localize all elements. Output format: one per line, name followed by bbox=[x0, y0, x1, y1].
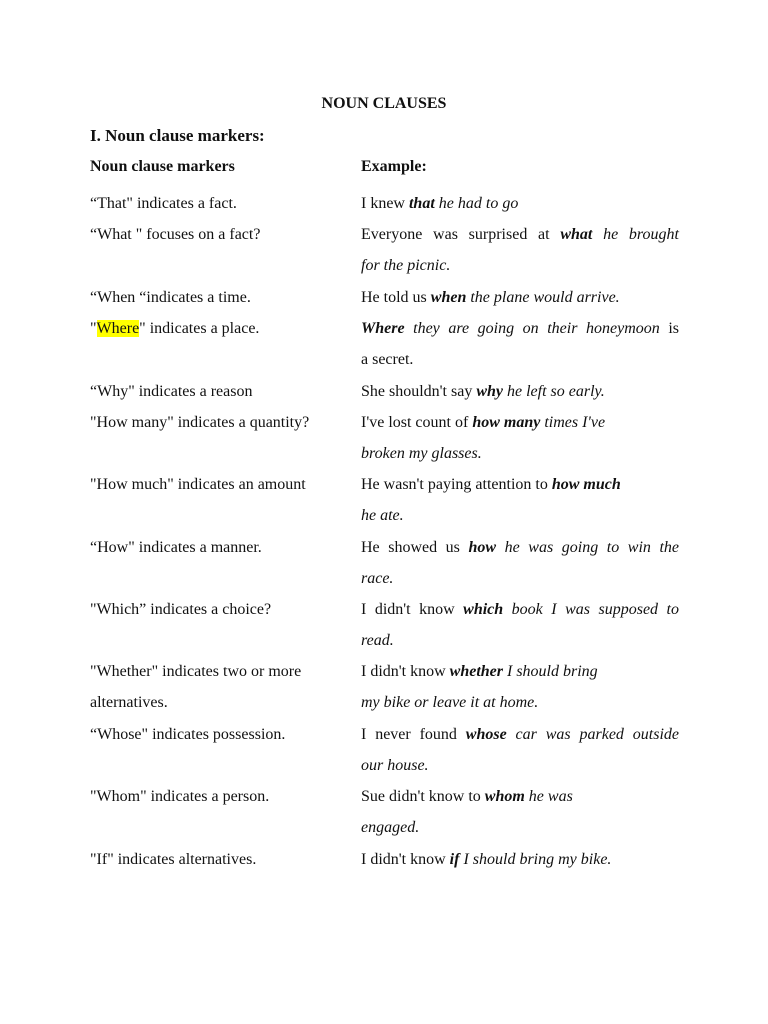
example-line bbox=[361, 594, 679, 625]
example-line bbox=[361, 313, 679, 344]
example-line bbox=[361, 625, 679, 656]
example-cell bbox=[361, 594, 679, 656]
example-text: I didn't know bbox=[361, 851, 450, 868]
example-text: broken my glasses. bbox=[361, 445, 482, 462]
example-text: I've lost count of bbox=[361, 414, 473, 431]
example-line bbox=[361, 719, 679, 750]
example-cell bbox=[361, 313, 679, 375]
marker-cell bbox=[90, 313, 342, 344]
example-cell bbox=[361, 407, 679, 469]
example-text: a secret. bbox=[361, 351, 414, 368]
marker-cell bbox=[90, 219, 342, 250]
example-text: the plane would arrive. bbox=[466, 289, 620, 306]
example-line bbox=[361, 781, 679, 812]
clause-marker-word: when bbox=[430, 289, 467, 306]
marker-cell bbox=[90, 719, 342, 750]
marker-text: "Which” indicates a choice? bbox=[90, 601, 272, 618]
clause-marker-word: Where bbox=[361, 320, 405, 337]
marker-cell bbox=[90, 532, 342, 563]
example-line bbox=[361, 250, 679, 281]
example-line bbox=[361, 376, 679, 407]
example-cell bbox=[361, 188, 679, 219]
marker-text: “That" indicates a fact. bbox=[90, 195, 237, 212]
example-text: he had to go bbox=[434, 195, 519, 212]
example-line bbox=[361, 188, 679, 219]
marker-text: "How many" indicates a quantity? bbox=[90, 414, 310, 431]
example-line bbox=[361, 469, 679, 500]
example-text: times I've bbox=[540, 414, 606, 431]
marker-text: "Whom" indicates a person. bbox=[90, 788, 270, 805]
clause-marker-word: how many bbox=[472, 414, 541, 431]
example-text: he brought bbox=[592, 226, 679, 243]
example-text: for the picnic. bbox=[361, 257, 451, 274]
example-line bbox=[361, 532, 679, 563]
example-cell bbox=[361, 719, 679, 781]
example-text: he was going to win the bbox=[496, 539, 679, 556]
example-line bbox=[361, 563, 679, 594]
example-text: they are going on their honeymoon bbox=[404, 320, 660, 337]
document-title: NOUN CLAUSES bbox=[321, 95, 447, 112]
clause-marker-word: what bbox=[560, 226, 593, 243]
example-text: She shouldn't say bbox=[361, 383, 477, 400]
marker-cell bbox=[90, 844, 342, 875]
section-heading: I. Noun clause markers: bbox=[90, 126, 265, 145]
example-line bbox=[361, 750, 679, 781]
example-cell bbox=[361, 844, 679, 875]
marker-text: “Whose" indicates possession. bbox=[90, 726, 286, 743]
marker-text: “When “indicates a time. bbox=[90, 289, 251, 306]
example-line bbox=[361, 407, 679, 438]
example-text: my bike or leave it at home. bbox=[361, 694, 539, 711]
example-line bbox=[361, 500, 679, 531]
example-cell bbox=[361, 656, 679, 718]
highlighted-word: Where bbox=[96, 320, 140, 337]
marker-text: "Whether" indicates two or more bbox=[90, 663, 302, 680]
clause-marker-word: whether bbox=[449, 663, 503, 680]
marker-text-part: " indicates a place. bbox=[139, 320, 260, 337]
example-text: I didn't know bbox=[361, 601, 464, 618]
clause-marker-word: how much bbox=[551, 476, 621, 493]
example-text: I didn't know bbox=[361, 663, 450, 680]
clause-marker-word: whom bbox=[484, 788, 525, 805]
marker-cell bbox=[90, 188, 342, 219]
example-cell bbox=[361, 469, 679, 531]
column-heading-markers: Noun clause markers bbox=[90, 158, 235, 175]
example-text: is bbox=[659, 320, 680, 337]
marker-text: alternatives. bbox=[90, 694, 168, 711]
column-heading-example: Example: bbox=[361, 158, 427, 175]
marker-text: “What " focuses on a fact? bbox=[90, 226, 261, 243]
clause-marker-word: if bbox=[449, 851, 460, 868]
example-cell bbox=[361, 376, 679, 407]
example-text: read. bbox=[361, 632, 394, 649]
marker-text: "If" indicates alternatives. bbox=[90, 851, 257, 868]
marker-cell bbox=[90, 656, 342, 718]
example-text: he left so early. bbox=[503, 383, 605, 400]
example-text: I knew bbox=[361, 195, 409, 212]
example-text: He showed us bbox=[361, 539, 469, 556]
example-text: he ate. bbox=[361, 507, 404, 524]
example-cell bbox=[361, 282, 679, 313]
clause-marker-word: how bbox=[468, 539, 497, 556]
marker-text: "How much" indicates an amount bbox=[90, 476, 306, 493]
example-text: Sue didn't know to bbox=[361, 788, 485, 805]
marker-cell bbox=[90, 282, 342, 313]
example-line bbox=[361, 812, 679, 843]
example-line bbox=[361, 282, 679, 313]
example-text: our house. bbox=[361, 757, 429, 774]
marker-text bbox=[90, 313, 342, 344]
example-text: car was parked outside bbox=[506, 726, 680, 743]
marker-cell bbox=[90, 469, 342, 500]
marker-cell bbox=[90, 781, 342, 812]
marker-cell bbox=[90, 376, 342, 407]
example-text: I should bring my bike. bbox=[459, 851, 612, 868]
example-text: book I was supposed to bbox=[503, 601, 679, 618]
example-text: I should bring bbox=[503, 663, 598, 680]
marker-cell bbox=[90, 594, 342, 625]
example-line bbox=[361, 844, 679, 875]
example-line bbox=[361, 344, 679, 375]
example-text: I never found bbox=[361, 726, 466, 743]
clause-marker-word: that bbox=[408, 195, 435, 212]
clause-marker-word: which bbox=[463, 601, 504, 618]
marker-text: “How" indicates a manner. bbox=[90, 539, 262, 556]
example-text: He wasn't paying attention to bbox=[361, 476, 552, 493]
marker-text-part: " bbox=[90, 320, 97, 337]
example-text: he was bbox=[524, 788, 573, 805]
example-line bbox=[361, 656, 679, 687]
example-line bbox=[361, 219, 679, 250]
example-text: engaged. bbox=[361, 819, 420, 836]
example-cell bbox=[361, 781, 679, 843]
clause-marker-word: whose bbox=[465, 726, 507, 743]
clause-marker-word: why bbox=[476, 383, 503, 400]
example-text: He told us bbox=[361, 289, 431, 306]
marker-text: “Why" indicates a reason bbox=[90, 383, 253, 400]
marker-cell bbox=[90, 407, 342, 438]
example-text: Everyone was surprised at bbox=[361, 226, 561, 243]
example-line bbox=[361, 438, 679, 469]
example-line bbox=[361, 687, 679, 718]
example-cell bbox=[361, 532, 679, 594]
example-text: race. bbox=[361, 570, 394, 587]
example-cell bbox=[361, 219, 679, 281]
